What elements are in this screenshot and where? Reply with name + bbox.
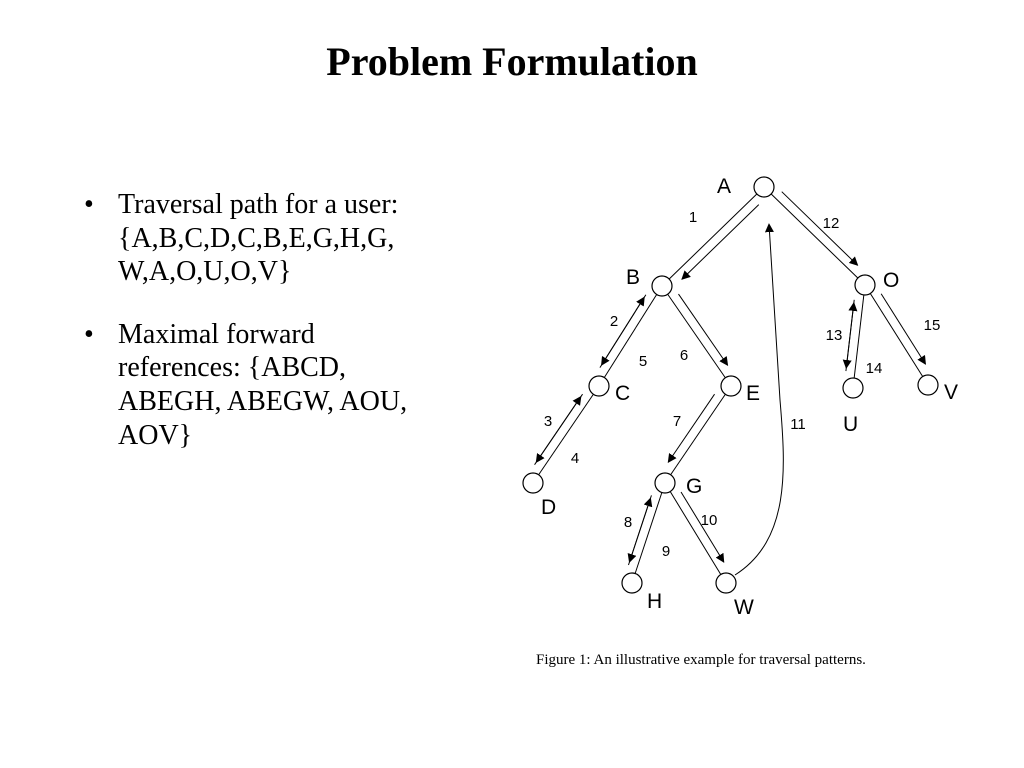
step-label-2: 2 <box>609 313 619 330</box>
node-v <box>918 375 938 395</box>
bullet-icon: • <box>84 189 94 220</box>
step-label-4: 4 <box>570 450 580 467</box>
bullet-line: ABEGH, ABEGW, AOU, <box>118 385 408 417</box>
tree-edge-b-e <box>668 294 726 378</box>
node-label-h: H <box>647 590 663 613</box>
step-label-1: 1 <box>688 209 698 226</box>
bullet-line: AOV} <box>118 419 193 451</box>
node-label-v: V <box>944 381 959 404</box>
node-label-g: G <box>686 475 703 498</box>
node-label-b: B <box>626 266 641 289</box>
step-label-6: 6 <box>679 347 689 364</box>
node-e <box>721 376 741 396</box>
step-label-10: 10 <box>700 512 718 529</box>
tree-edge-a-b <box>669 194 757 279</box>
step-label-3: 3 <box>543 413 553 430</box>
bullet-line: references: {ABCD, <box>118 352 347 384</box>
slide-title: Problem Formulation <box>326 39 698 84</box>
node-b <box>652 276 672 296</box>
traversal-arrow-5 <box>600 297 644 367</box>
node-a <box>754 177 774 197</box>
traversal-arrow-14 <box>846 303 854 371</box>
node-g <box>655 473 675 493</box>
traversal-arrow-9 <box>628 498 650 565</box>
tree-nodes <box>523 175 958 619</box>
step-label-5: 5 <box>638 353 648 370</box>
bullet-icon: • <box>84 318 94 350</box>
tree-edge-g-w <box>670 492 721 575</box>
tree-edge-o-u <box>854 295 864 378</box>
bullet-line: Traversal path for a user: <box>118 189 399 220</box>
step-label-15: 15 <box>923 317 941 334</box>
node-label-d: D <box>541 496 557 519</box>
node-label-w: W <box>734 596 754 619</box>
bullet-line: {A,B,C,D,C,B,E,G,H,G, <box>118 222 395 254</box>
step-label-8: 8 <box>623 514 633 531</box>
node-c <box>589 376 609 396</box>
node-label-a: A <box>717 175 732 198</box>
node-label-o: O <box>883 269 900 292</box>
bullet-line: W,A,O,U,O,V} <box>118 256 292 288</box>
traversal-arrow-12 <box>782 192 858 266</box>
bullet-line: Maximal forward <box>118 318 315 350</box>
tree-edge-c-d <box>539 394 594 474</box>
step-label-14: 14 <box>865 360 883 377</box>
step-label-7: 7 <box>672 413 682 430</box>
tree-edge-b-c <box>604 294 656 377</box>
tree-edge-e-g <box>671 394 726 474</box>
step-label-12: 12 <box>822 215 840 232</box>
node-u <box>843 378 863 398</box>
node-w <box>716 573 736 593</box>
step-label-11: 11 <box>790 416 806 433</box>
node-d <box>523 473 543 493</box>
traversal-arrow-15 <box>881 294 925 364</box>
step-label-9: 9 <box>661 543 671 560</box>
figure-caption: Figure 1: An illustrative example for traversal patterns. <box>536 652 866 668</box>
node-label-c: C <box>615 382 631 405</box>
node-label-u: U <box>843 413 859 436</box>
node-h <box>622 573 642 593</box>
node-label-e: E <box>746 382 761 405</box>
step-label-13: 13 <box>825 327 843 344</box>
node-o <box>855 275 875 295</box>
tree-edge-a-o <box>771 194 858 278</box>
